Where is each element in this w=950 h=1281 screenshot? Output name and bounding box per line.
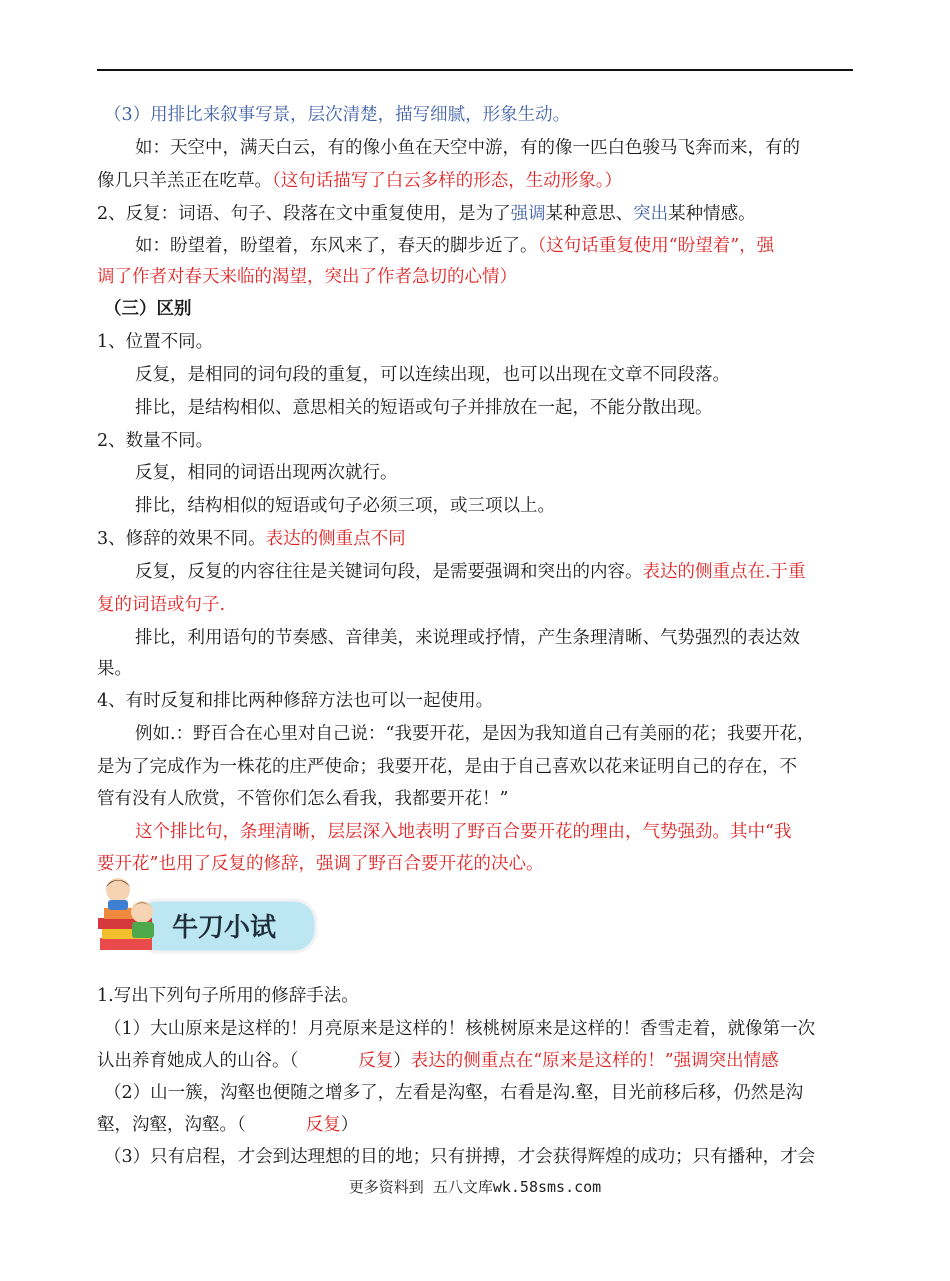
practice-banner xyxy=(98,872,320,958)
exercise-item2-line1: （2）山一簇，沟壑也便随之增多了，左看是沟壑，右看是沟.壑，目光前移后移，仍然是沟 xyxy=(104,1083,804,1103)
diff-p4-note-line1: 这个排比句，条理清晰，层层深入地表明了野百合要开花的理由，气势强劲。其中“我 xyxy=(135,822,792,842)
diff-p3-title: 3、修辞的效果不同。表达的侧重点不同 xyxy=(97,529,406,549)
section3-example-line1: 如：天空中，满天白云，有的像小鱼在天空中游，有的像一匹白色骏马飞奔而来，有的 xyxy=(135,138,800,158)
exercise-q1: 1.写出下列句子所用的修辞手法。 xyxy=(97,986,359,1006)
section3-example-line2: 像几只羊羔正在吃草。（这句话描写了白云多样的形态，生动形象。） xyxy=(97,171,622,191)
diff-p3-a2: 复的词语或句子. xyxy=(97,595,226,615)
section3-heading: （3）用排比来叙事写景，层次清楚，描写细腻，形象生动。 xyxy=(104,105,571,125)
reading-kid-illustration xyxy=(98,872,320,958)
fanfu-example-line2: 调了作者对春天来临的渴望，突出了作者急切的心情） xyxy=(97,267,517,287)
diff-p2-b: 排比，结构相似的短语或句子必须三项，或三项以上。 xyxy=(135,496,555,516)
difference-title: （三）区别 xyxy=(104,299,192,319)
fanfu-definition: 2、反复：词语、句子、段落在文中重复使用，是为了强调某种意思、突出某种情感。 xyxy=(97,204,756,224)
diff-p3-b: 排比，利用语句的节奏感、音律美，来说理或抒情，产生条理清晰、气势强烈的表达效 xyxy=(135,628,800,648)
header-rule xyxy=(97,69,853,71)
banner-label: 牛刀小试 xyxy=(171,913,277,943)
diff-p3-b2: 果。 xyxy=(97,659,132,679)
footer-text: 更多资料到 五八文库wk.58sms.com xyxy=(348,1178,602,1196)
diff-p1-a: 反复，是相同的词句段的重复，可以连续出现，也可以出现在文章不同段落。 xyxy=(135,365,730,385)
diff-p4-example-line1: 例如.：野百合在心里对自己说：“我要开花，是因为我知道自己有美丽的花；我要开花， xyxy=(135,724,815,744)
diff-p4-example-line2: 是为了完成作为一株花的庄严使命；我要开花，是由于自己喜欢以花来证明自己的存在，不 xyxy=(97,757,797,777)
diff-p4-note-line2: 要开花”也用了反复的修辞，强调了野百合要开花的决心。 xyxy=(97,854,544,874)
exercise-item2-line2: 壑，沟壑，沟壑。（ 反复） xyxy=(97,1115,359,1135)
diff-p4-title: 4、有时反复和排比两种修辞方法也可以一起使用。 xyxy=(97,691,494,711)
exercise-item1-line2: 认出养育她成人的山谷。（ 反复）表达的侧重点在“原来是这样的！”强调突出情感 xyxy=(97,1051,779,1071)
diff-p1-title: 1、位置不同。 xyxy=(97,332,214,352)
diff-p4-example-line3: 管有没有人欣赏，不管你们怎么看我，我都要开花！” xyxy=(97,789,509,809)
diff-p1-b: 排比，是结构相似、意思相关的短语或句子并排放在一起，不能分散出现。 xyxy=(135,398,713,418)
fanfu-example-line1: 如：盼望着，盼望着，东风来了，春天的脚步近了。（这句话重复使用“盼望着”，强 xyxy=(135,236,775,256)
diff-p2-a: 反复，相同的词语出现两次就行。 xyxy=(135,463,398,483)
section3-example-note: （这句话描写了白云多样的形态，生动形象。） xyxy=(272,171,622,191)
diff-p3-a: 反复，反复的内容往往是关键词句段，是需要强调和突出的内容。表达的侧重点在.于重 xyxy=(135,562,806,582)
exercise-item3-line1: （3）只有启程，才会到达理想的目的地；只有拼搏，才会获得辉煌的成功；只有播种，才会 xyxy=(104,1147,816,1167)
exercise-item1-line1: （1）大山原来是这样的！月亮原来是这样的！核桃树原来是这样的！香雪走着，就像第一次 xyxy=(104,1019,816,1039)
diff-p2-title: 2、数量不同。 xyxy=(97,431,214,451)
exercise-item1-answer: 反复 xyxy=(358,1051,394,1071)
exercise-item2-answer: 反复 xyxy=(305,1115,341,1135)
